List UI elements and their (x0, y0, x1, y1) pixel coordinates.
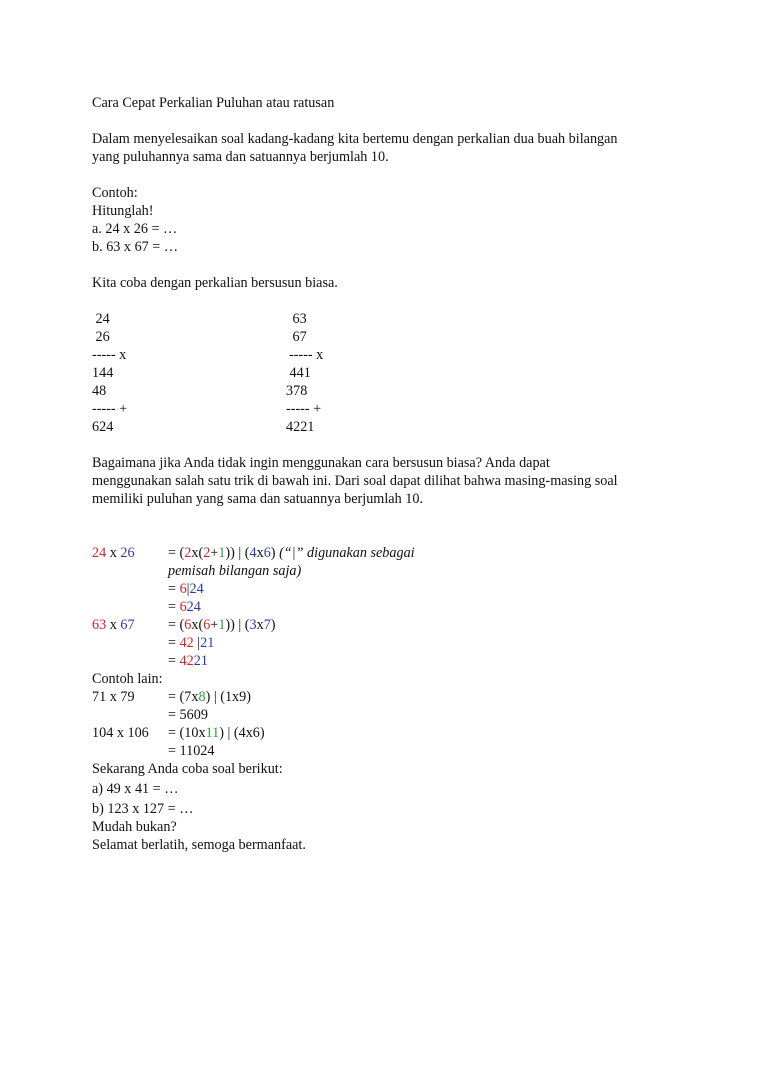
explanation-line-2: menggunakan salah satu trik di bawah ini. Dari soal dapat dilihat bahwa masing-masing soal (92, 473, 618, 489)
long-mult-left-line: ----- x (92, 347, 127, 363)
trick2-step-split: = 42 |21 (168, 635, 215, 651)
trick1-step-result: = 624 (168, 599, 201, 615)
long-mult-left-line: 48 (92, 383, 107, 399)
example-b: b. 63 x 67 = … (92, 239, 179, 255)
long-mult-right-line: 378 (286, 383, 308, 399)
closing-line-1: Mudah bukan? (92, 819, 177, 835)
explanation-line-3: memiliki puluhan yang sama dan satuannya berjumlah 10. (92, 491, 423, 507)
practice-b: b) 123 x 127 = … (92, 801, 194, 817)
long-mult-left-line: 144 (92, 365, 114, 381)
trick1-step-formula: = (2x(2+1)) | (4x6) (“|” digunakan sebagai (168, 545, 415, 561)
intro-line-2: yang puluhannya sama dan satuannya berjumlah 10. (92, 149, 389, 165)
intro-line-1: Dalam menyelesaikan soal kadang-kadang kita bertemu dengan perkalian dua buah bilangan (92, 131, 618, 147)
long-mult-right-line: 441 (286, 365, 311, 381)
other-heading: Contoh lain: (92, 671, 163, 687)
trick2-step-formula: = (6x(6+1)) | (3x7) (168, 617, 276, 633)
separator-note: (“|” digunakan sebagai (275, 545, 415, 561)
practice-heading: Sekarang Anda coba soal berikut: (92, 761, 283, 777)
other-ex1-result: = 5609 (168, 707, 208, 723)
example-a: a. 24 x 26 = … (92, 221, 178, 237)
traditional-intro: Kita coba dengan perkalian bersusun biasa. (92, 275, 338, 291)
other-ex1-problem: 71 x 79 (92, 689, 135, 705)
long-mult-right-line: 67 (289, 329, 307, 345)
long-mult-left-line: 24 (92, 311, 110, 327)
separator-note-cont: pemisah bilangan saja) (168, 563, 302, 579)
practice-a: a) 49 x 41 = … (92, 781, 179, 797)
other-ex2-problem: 104 x 106 (92, 725, 149, 741)
example-prompt: Hitunglah! (92, 203, 154, 219)
example-heading: Contoh: (92, 185, 138, 201)
doc-title: Cara Cepat Perkalian Puluhan atau ratusan (92, 95, 335, 111)
long-mult-right-line: 63 (289, 311, 307, 327)
other-ex2-result: = 11024 (168, 743, 215, 759)
trick1-problem: 24 x 26 (92, 545, 135, 561)
trick2-problem: 63 x 67 (92, 617, 135, 633)
long-mult-right-line: ----- x (289, 347, 324, 363)
other-ex1-formula: = (7x8) | (1x9) (168, 689, 251, 705)
long-mult-left-line: 624 (92, 419, 114, 435)
closing-line-2: Selamat berlatih, semoga bermanfaat. (92, 837, 306, 853)
trick2-step-result: = 4221 (168, 653, 208, 669)
long-mult-left-line: 26 (92, 329, 110, 345)
long-mult-left-line: ----- + (92, 401, 128, 417)
long-mult-right-line: 4221 (286, 419, 315, 435)
trick1-step-split: = 6|24 (168, 581, 204, 597)
long-mult-right-line: ----- + (286, 401, 322, 417)
other-ex2-formula: = (10x11) | (4x6) (168, 725, 265, 741)
explanation-line-1: Bagaimana jika Anda tidak ingin menggunakan cara bersusun biasa? Anda dapat (92, 455, 550, 471)
